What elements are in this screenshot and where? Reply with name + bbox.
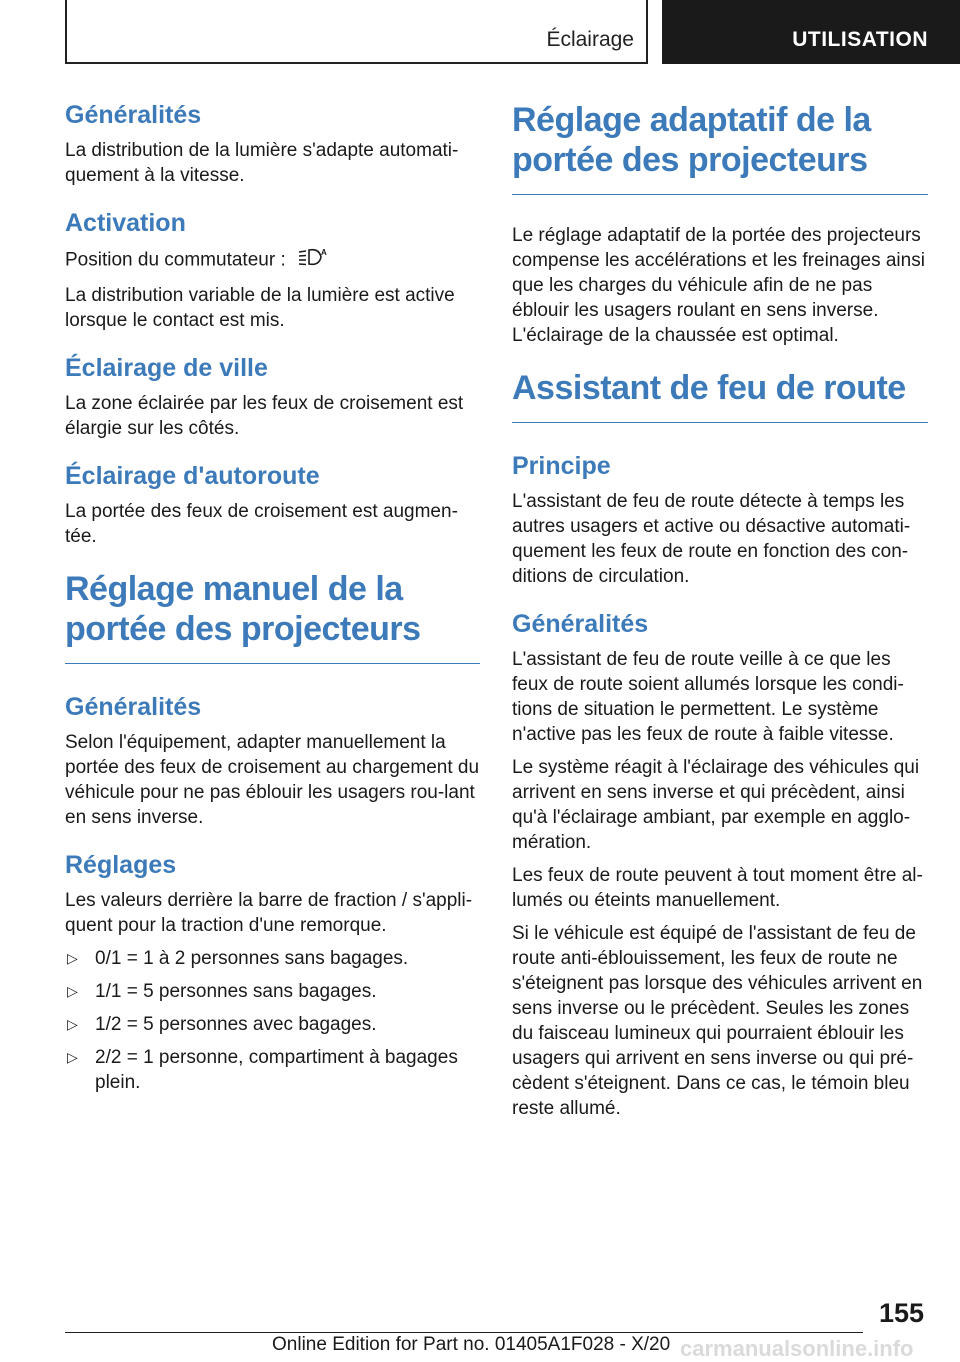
text-generalites-3-p1: L'assistant de feu de route veille à ce que les feux de route soient allumés lorsque les condi-tions de situation le permettent. Le système n'active pas les feux de route à faible vitesse. — [512, 649, 904, 745]
switch-position-label: Position du commutateur : — [65, 249, 286, 271]
chapter-heading-manuel-wrap — [65, 569, 480, 664]
heading-generalites-2: Généralités — [65, 693, 202, 721]
chapter-tab-label: UTILISATION — [792, 28, 928, 51]
chapter-heading-reglage-adaptatif: Réglage adaptatif de la portée des projecteurs — [512, 100, 928, 195]
text-generalites-2: Selon l'équipement, adapter manuellement la portée des feux de croisement au chargement du véhicule pour ne pas éblouir les usagers rou-lant en sens inverse. — [65, 732, 480, 828]
text-generalites-3-p4: Si le véhicule est équipé de l'assistant de feu de route anti-éblouissement, les feux de route ne s'éteignent pas lorsque des véhicules arrivent en sens inverse ou le précèdent. Seules les zones du faisceau lumineux qui pourraient éblouir les usagers qui arrivent en sens inverse ou qui pré-cèdent s'éteignent. Dans ce cas, le témoin bleu reste allumé. — [512, 923, 923, 1119]
heading-generalites-1: Généralités — [65, 101, 202, 129]
text-eclairage-autoroute: La portée des feux de croisement est augmen-tée. — [65, 501, 458, 547]
triangle-bullet-icon: ▷ — [67, 950, 78, 966]
list-item-text: 2/2 = 1 personne, compartiment à bagages plein. — [95, 1047, 458, 1093]
section-title: Éclairage — [546, 28, 634, 51]
section-reglages — [65, 850, 480, 1095]
text-reglages: Les valeurs derrière la barre de fraction / s'appli-quent pour la traction d'une remorque. — [65, 890, 473, 936]
text-generalites-3-p2: Le système réagit à l'éclairage des véhicules qui arrivent en sens inverse et qui précèdent, ainsi qu'à l'éclairage ambiant, par exemple en agglo-mération. — [512, 757, 920, 853]
chapter-heading-adaptatif-wrap — [512, 100, 928, 195]
chapter-heading-assistant-wrap — [512, 368, 928, 423]
heading-generalites-3: Généralités — [512, 610, 649, 638]
svg-text:A: A — [321, 248, 327, 257]
chapter-heading-reglage-manuel: Réglage manuel de la portée des projecteurs — [65, 569, 480, 664]
heading-activation: Activation — [65, 209, 186, 237]
list-item — [65, 946, 480, 971]
text-activation: La distribution variable de la lumière est active lorsque le contact est mis. — [65, 285, 455, 331]
chapter-tab — [662, 0, 960, 64]
header-box — [65, 0, 648, 64]
section-eclairage-ville — [65, 353, 480, 441]
section-eclairage-autoroute — [65, 461, 480, 549]
reglages-list — [65, 946, 480, 1095]
list-item-text: 0/1 = 1 à 2 personnes sans bagages. — [95, 948, 409, 969]
list-item — [65, 1012, 480, 1037]
triangle-bullet-icon: ▷ — [67, 1016, 78, 1032]
text-generalites-1: La distribution de la lumière s'adapte automati-quement à la vitesse. — [65, 140, 459, 186]
text-generalites-3-p3: Les feux de route peuvent à tout moment être al-lumés ou éteints manuellement. — [512, 865, 923, 911]
section-activation — [65, 208, 480, 333]
triangle-bullet-icon: ▷ — [67, 1049, 78, 1065]
left-column — [65, 100, 480, 1115]
text-principe: L'assistant de feu de route détecte à temps les autres usagers et active ou désactive automati-quement les feux de route en fonction des con-ditions de circulation. — [512, 491, 911, 587]
list-item — [65, 979, 480, 1004]
edition-text: Online Edition for Part no. 01405A1F028 - X/20 — [272, 1334, 671, 1355]
section-generalites-3 — [512, 609, 928, 1121]
list-item-text: 1/2 = 5 personnes avec bagages. — [95, 1014, 377, 1035]
heading-eclairage-ville: Éclairage de ville — [65, 354, 268, 382]
section-adaptatif — [512, 223, 928, 348]
section-generalites-2 — [65, 692, 480, 830]
heading-principe: Principe — [512, 452, 611, 480]
text-eclairage-ville: La zone éclairée par les feux de croisement est élargie sur les côtés. — [65, 393, 464, 439]
chapter-heading-assistant-feu-route: Assistant de feu de route — [512, 368, 928, 423]
right-column — [512, 100, 928, 1141]
triangle-bullet-icon: ▷ — [67, 983, 78, 999]
watermark: carmanualsonline.info — [680, 1336, 914, 1361]
text-switch-position — [65, 246, 480, 275]
section-principe — [512, 451, 928, 589]
footer-divider — [65, 1332, 863, 1333]
text-adaptatif: Le réglage adaptatif de la portée des projecteurs compense les accélérations et les freinages ainsi que les charges du véhicule afin de ne pas éblouir les usagers roulant en sens inverse. L'éclairage de la chaussée est optimal. — [512, 225, 925, 346]
heading-reglages: Réglages — [65, 851, 177, 879]
page-number: 155 — [878, 1298, 924, 1328]
heading-eclairage-autoroute: Éclairage d'autoroute — [65, 462, 320, 490]
list-item — [65, 1045, 480, 1095]
automatic-headlight-icon — [297, 246, 327, 275]
section-generalites-1 — [65, 100, 480, 188]
list-item-text: 1/1 = 5 personnes sans bagages. — [95, 981, 377, 1002]
